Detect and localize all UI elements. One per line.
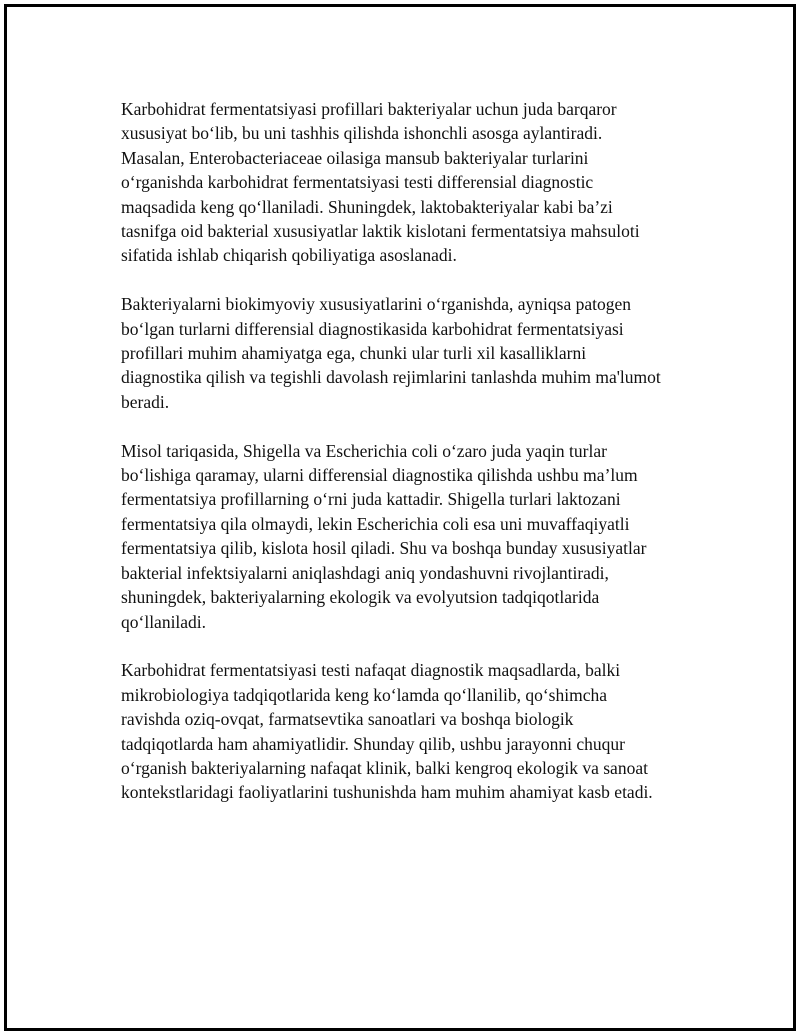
paragraph-4: Karbohidrat fermentatsiyasi testi nafaqat diagnostik maqsadlarda, balki mikrobiologiya tadqiqotlarida keng ko‘lamda qo‘llanilib, qo‘shimcha ravishda oziq-ovqat, farmatsevtika sanoatlari va boshqa biologik tadqiqotlarda ham ahamiyatlidir. Shunday qilib, ushbu jarayonni chuqur o‘rganish bakteriyalarning nafaqat klinik, balki kengroq ekologik va sanoat kontekstlaridagi faoliyatlarini tushunishda ham muhim ahamiyat kasb etadi.: [121, 660, 653, 803]
paragraph-2: Bakteriyalarni biokimyoviy xususiyatlarini o‘rganishda, ayniqsa patogen bo‘lgan turlarni differensial diagnostikasida karbohidrat fermentatsiyasi profillari muhim ahamiyatga ega, chunki ular turli xil kasalliklarni diagnostika qilish va tegishli davolash rejimlarini tanlashda muhim ma'lumot beradi.: [121, 294, 661, 412]
page-border: [4, 4, 796, 1031]
document-body: [121, 97, 693, 829]
paragraph-1: Karbohidrat fermentatsiyasi profillari bakteriyalar uchun juda barqaror xususiyat bo‘lib, bu uni tashhis qilishda ishonchli asosga aylantiradi. Masalan, Enterobacteriaceae oilasiga mansub bakteriyalar turlarini o‘rganishda karbohidrat fermentatsiyasi testi differensial diagnostic maqsadida keng qo‘llaniladi. Shuningdek, laktobakteriyalar kabi ba’zi tasnifga oid bakterial xususiyatlar laktik kislotani fermentatsiya mahsuloti sifatida ishlab chiqarish qobiliyatiga asoslanadi.: [121, 99, 640, 266]
paragraph-3: Misol tariqasida, Shigella va Escherichia coli o‘zaro juda yaqin turlar bo‘lishiga qaramay, ularni differensial diagnostika qilishda ushbu ma’lum fermentatsiya profillarning o‘rni juda kattadir. Shigella turlari laktozani fermentatsiya qila olmaydi, lekin Escherichia coli esa uni muvaffaqiyatli fermentatsiya qilib, kislota hosil qiladi. Shu va boshqa bunday xususiyatlar bakterial infektsiyalarni aniqlashdagi aniq yondashuvni rivojlantiradi, shuningdek, bakteriyalarning ekologik va evolyutsion tadqiqotlarida qo‘llaniladi.: [121, 440, 647, 632]
